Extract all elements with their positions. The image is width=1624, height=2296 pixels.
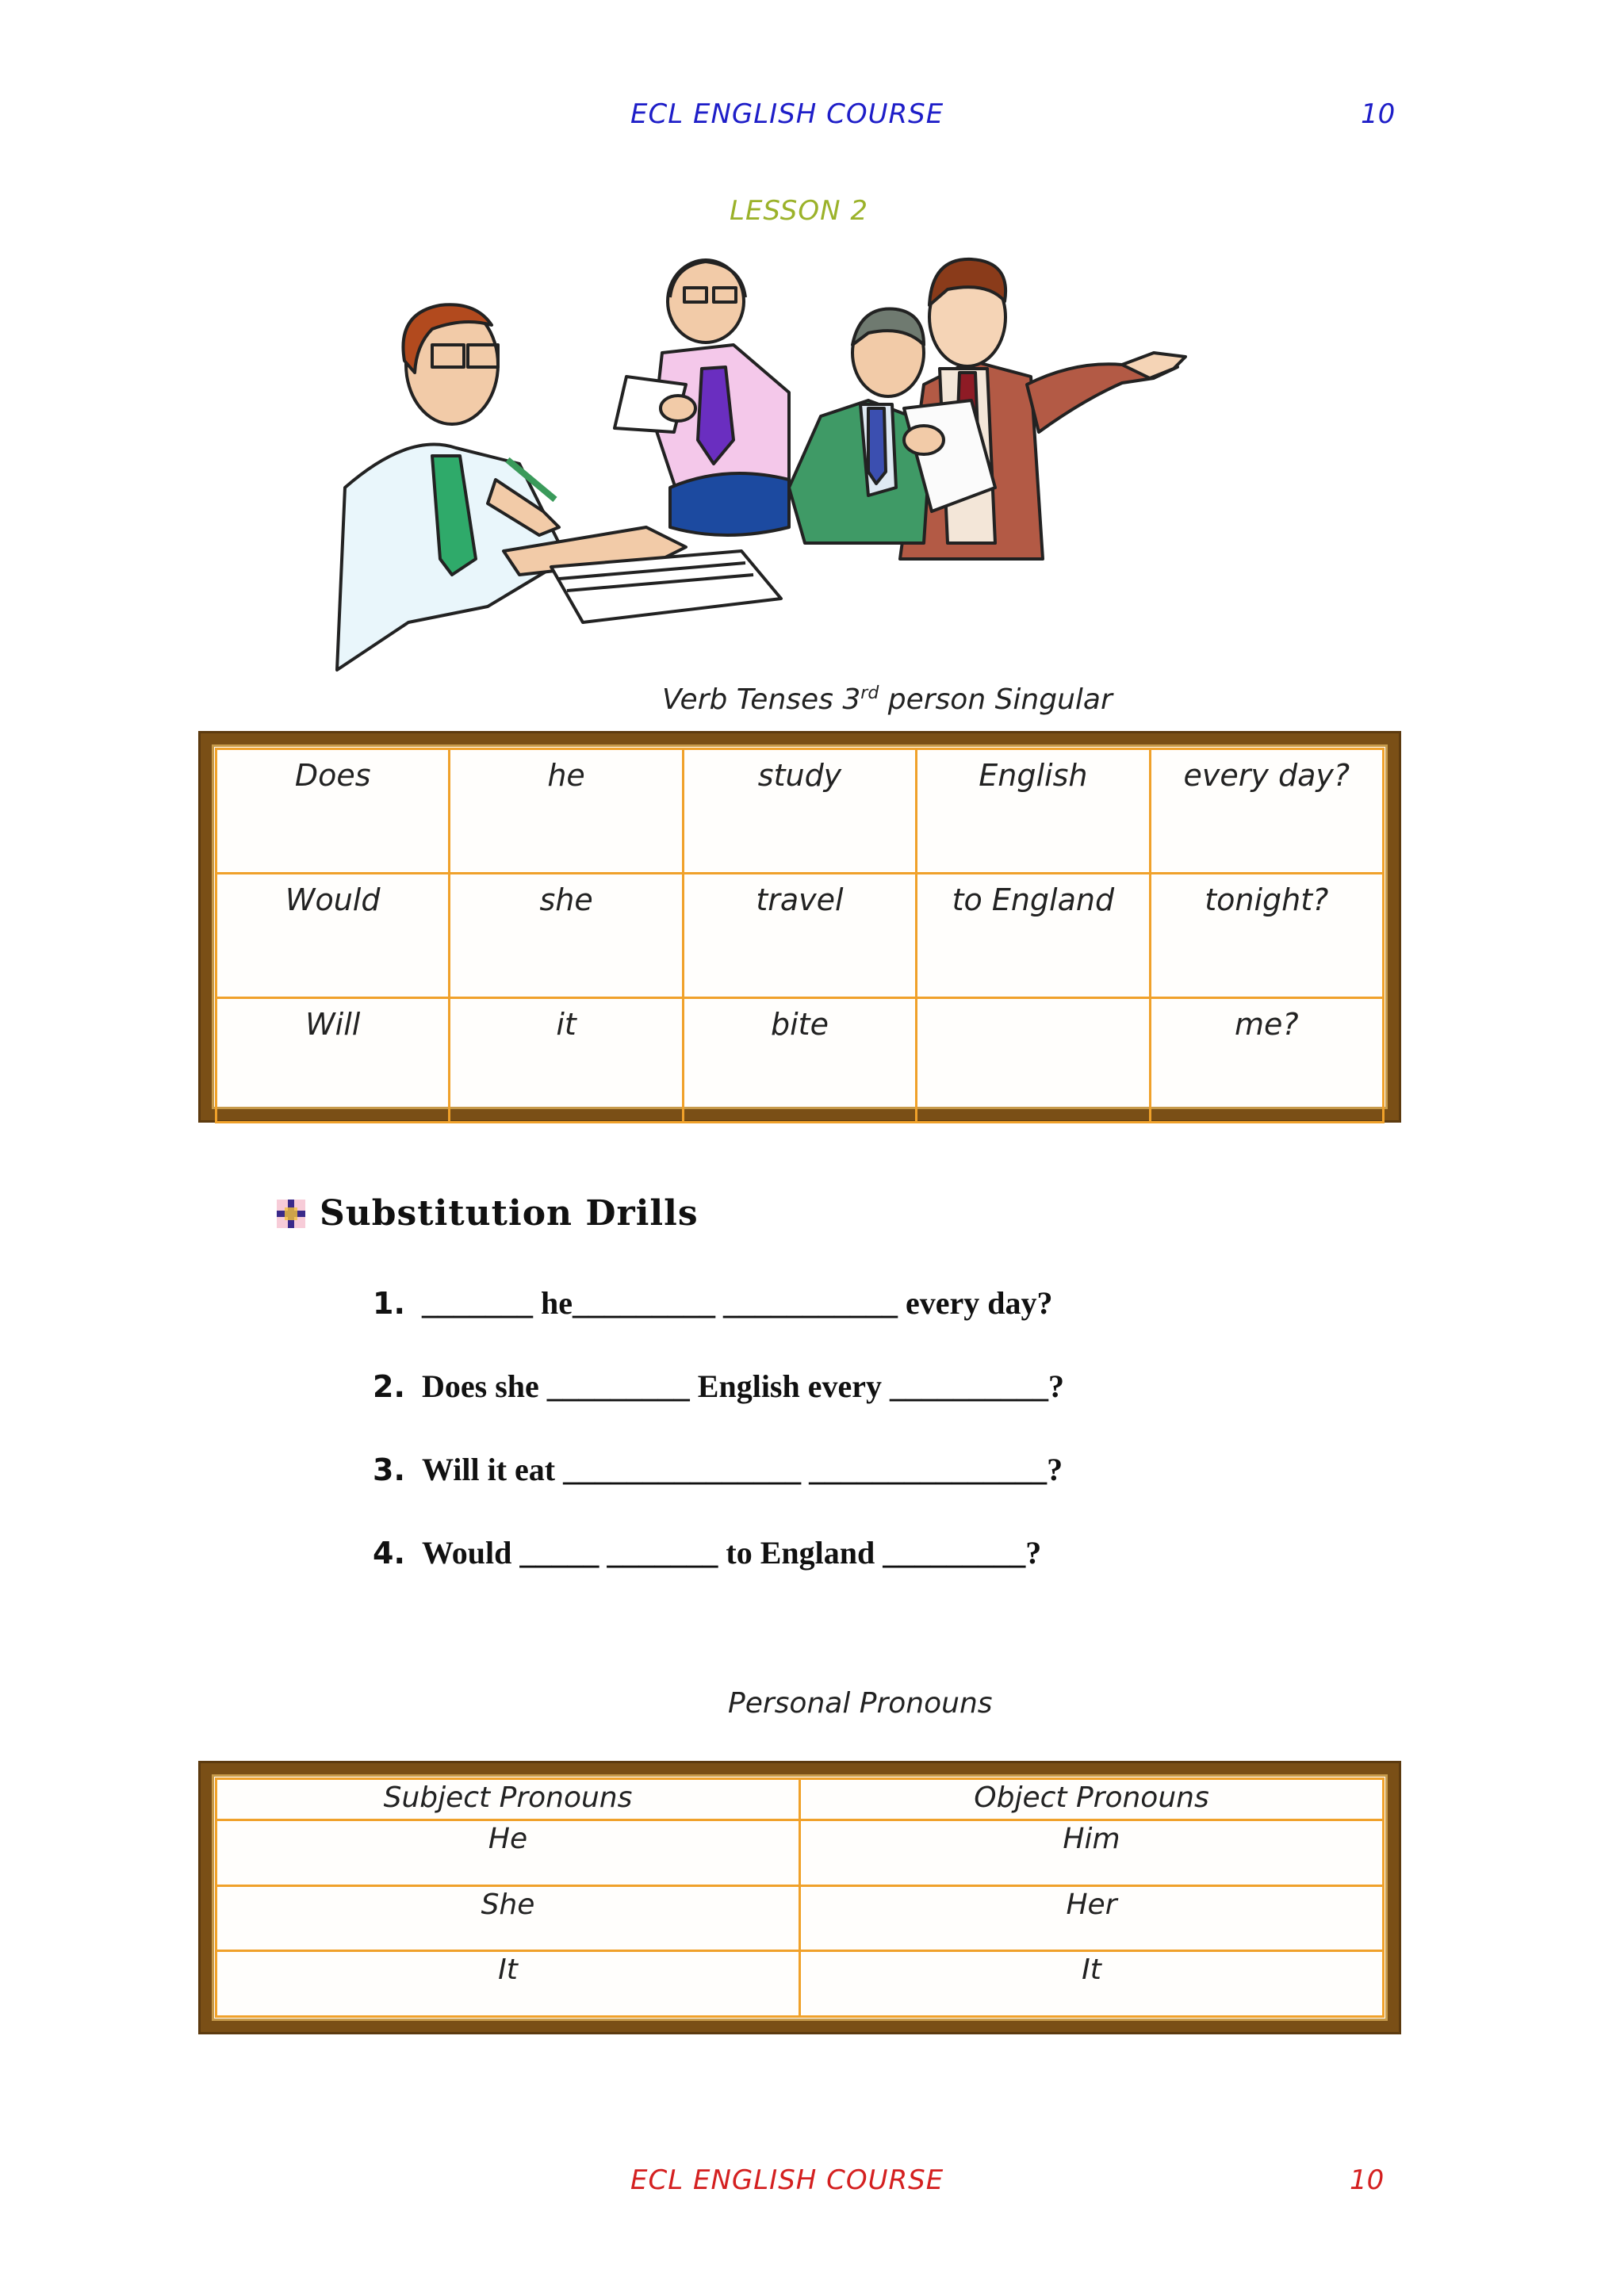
table-cell: Him (800, 1820, 1384, 1886)
header-page-number: 10 (1361, 98, 1396, 130)
drill-item (373, 1368, 1064, 1405)
verb-tenses-table (215, 748, 1385, 1123)
lesson-title: LESSON 2 (730, 195, 869, 227)
table-cell: Her (800, 1885, 1384, 1951)
table-row (216, 874, 1384, 998)
verb-tenses-table-frame (201, 733, 1399, 1120)
pronouns-caption: Personal Pronouns (728, 1687, 993, 1720)
drill-number: 2. (373, 1369, 405, 1404)
table-row (216, 1820, 1384, 1886)
table-cell: Would (216, 874, 450, 998)
table-cell: She (216, 1885, 800, 1951)
substitution-drills-heading (274, 1193, 699, 1234)
table-cell: It (800, 1951, 1384, 2017)
table-cell: to England (917, 874, 1150, 998)
table-cell: he (450, 749, 683, 874)
table-cell: every day? (1150, 749, 1383, 874)
table-cell: travel (683, 874, 916, 998)
table1-caption-rest: person Singular (879, 683, 1113, 716)
drill-number: 1. (373, 1286, 405, 1321)
drill-number: 3. (373, 1452, 405, 1487)
table-row (216, 749, 1384, 874)
pronouns-table-frame (201, 1763, 1399, 2032)
table-cell: tonight? (1150, 874, 1383, 998)
footer-title: ECL ENGLISH COURSE (630, 2164, 944, 2196)
table1-caption (662, 683, 1113, 716)
table-cell: it (450, 998, 683, 1123)
footer-page-number: 10 (1350, 2164, 1385, 2196)
drill-text: Will it eat _______________ _______________? (422, 1452, 1063, 1487)
drill-text: Does she _________ English every __________? (422, 1368, 1064, 1404)
column-header: Object Pronouns (800, 1779, 1384, 1820)
table-cell: It (216, 1951, 800, 2017)
table-cell: English (917, 749, 1150, 874)
plus-bullet-icon (274, 1196, 308, 1231)
drills-title: Substitution Drills (320, 1193, 699, 1234)
table-cell: me? (1150, 998, 1383, 1123)
table-header-row (216, 1779, 1384, 1820)
drill-item (373, 1451, 1063, 1488)
table-cell: bite (683, 998, 916, 1123)
header-title: ECL ENGLISH COURSE (630, 98, 944, 130)
table-row (216, 998, 1384, 1123)
table-cell (917, 998, 1150, 1123)
table-cell: Will (216, 998, 450, 1123)
table-cell: study (683, 749, 916, 874)
drill-text: Would _____ _______ to England _________? (422, 1535, 1042, 1571)
drill-number: 4. (373, 1536, 405, 1571)
table-cell: He (216, 1820, 800, 1886)
table1-caption-sup: rd (860, 683, 879, 703)
table-cell: she (450, 874, 683, 998)
table-cell: Does (216, 749, 450, 874)
column-header: Subject Pronouns (216, 1779, 800, 1820)
table-row (216, 1951, 1384, 2017)
table-row (216, 1885, 1384, 1951)
table1-caption-main: Verb Tenses 3 (662, 683, 861, 716)
pronouns-table (215, 1777, 1385, 2018)
drill-text: _______ he_________ ___________ every day? (422, 1285, 1053, 1321)
drill-item (373, 1534, 1041, 1571)
man-pink-shirt (615, 260, 789, 535)
drill-item (373, 1284, 1053, 1322)
businessmen-illustration (313, 226, 1312, 698)
